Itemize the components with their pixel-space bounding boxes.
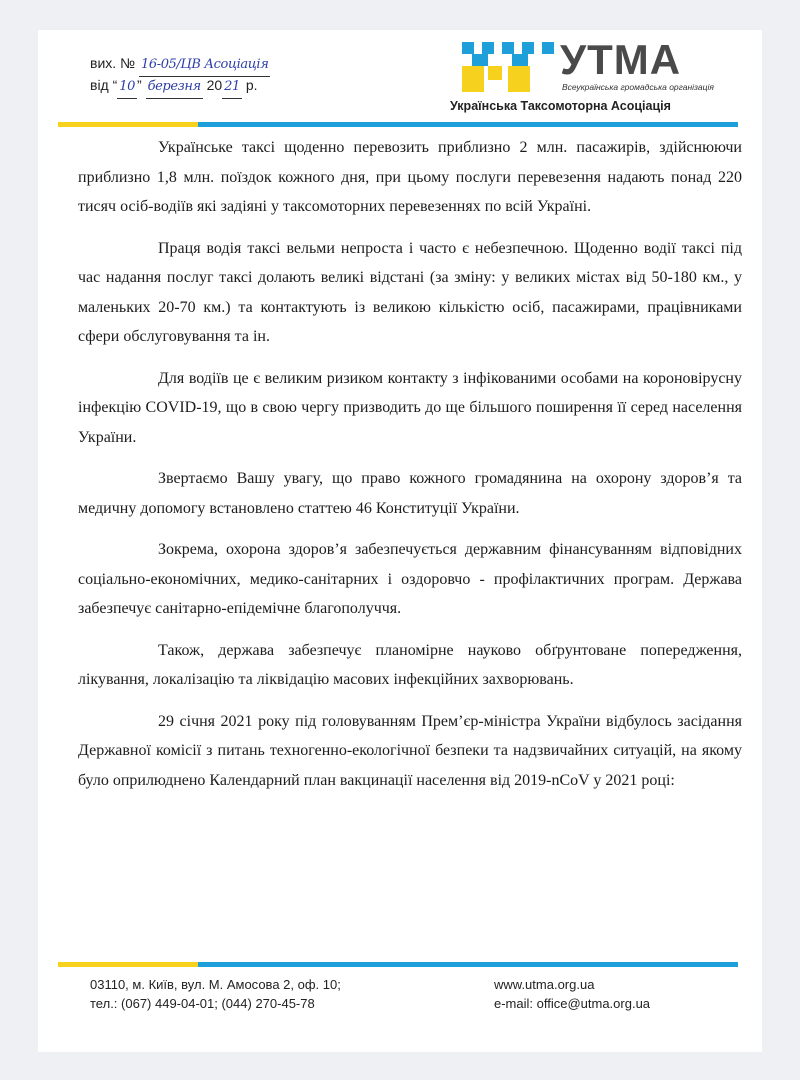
paragraph: Звертаємо Вашу увагу, що право кожного громадянина на охорону здоров’я та медичну допомогу встановлено статтею 46 Конституції України. <box>78 470 742 517</box>
footer-stripe-blue <box>198 962 738 967</box>
footer-website[interactable]: www.utma.org.ua <box>494 977 595 992</box>
date-year-suffix: 21 <box>222 76 242 99</box>
association-name: Українська Таксомоторна Асоціація <box>450 99 671 113</box>
footer-web-block <box>494 975 650 1013</box>
letter-page <box>38 30 762 1052</box>
reference-number-row <box>90 52 380 74</box>
header-stripe-blue <box>198 122 738 127</box>
logo-title: УТМА <box>560 36 682 83</box>
outgoing-reference <box>90 52 380 96</box>
paragraph: Українське таксі щоденно перевозить приблизно 2 млн. пасажирів, здійснюючи приблизно 1,8 млн. поїздок кожного дня, при цьому послуги перевезення надають понад 220 тисяч осіб-водіїв які задіяні у таксомоторних перевезеннях по всій Україні. <box>78 139 742 215</box>
date-year-prefix: 20 <box>206 77 223 93</box>
footer-stripe-yellow <box>58 962 198 967</box>
date-label: від <box>90 77 109 93</box>
footer-address: 03110, м. Київ, вул. М. Амосова 2, оф. 10; <box>90 977 341 992</box>
paragraph: 29 січня 2021 року під головуванням Прем’єр-міністра України відбулось засідання Державної комісії з питань техногенно-екологічної безпеки та надзвичайних ситуацій, на якому було оприлюднено Календарний план вакцинації населення від 2019-nCoV у 2021 році: <box>78 712 742 789</box>
paragraph: Для водіїв це є великим ризиком контакту з інфікованими особами на короновірусну інфекцію COVID-19, що в свою чергу призводить до ще більшого поширення її серед населення України. <box>78 369 742 446</box>
paragraph: Праця водія таксі вельми непроста і часто є небезпечною. Щоденно водії таксі під час надання послуг таксі долають великі відстані (за зміну: у великих містах від 50-180 км., у маленьких 20-70 км.) та контактують із великою кількістю осіб, пасажирами, працівниками сфери обслуговування та ін. <box>78 239 742 345</box>
paragraph: Також, держава забезпечує планомірне науково обґрунтоване попередження, лікування, локалізацію та ліквідацію масових інфекційних захворювань. <box>78 641 742 688</box>
footer-address-block <box>90 975 341 1013</box>
date-unit: р. <box>245 77 258 93</box>
footer-email[interactable]: e-mail: office@utma.org.ua <box>494 996 651 1011</box>
letter-body <box>78 133 742 807</box>
logo-blocks-icon <box>458 38 558 94</box>
utma-logo <box>458 38 728 98</box>
header-stripe-yellow <box>58 122 198 127</box>
paragraph: Зокрема, охорона здоров’я забезпечується державним фінансуванням відповідних соціально-економічних, медико-санітарних і оздоровчо - профілактичних програм. Держава забезпечує санітарно-епідемічне благополуччя. <box>78 541 742 617</box>
reference-handwritten-number: 16-05/ЦВ Асоціація <box>139 54 270 77</box>
date-day: 10 <box>117 76 137 99</box>
reference-date-row: від “ 10 ” березня 20 21 р. <box>90 74 380 96</box>
date-month: березня <box>146 76 203 99</box>
logo-subtitle: Всеукраїнська громадська організація <box>562 82 714 92</box>
reference-label: вих. № <box>90 55 136 71</box>
footer-phones: тел.: (067) 449-04-01; (044) 270-45-78 <box>90 996 315 1011</box>
